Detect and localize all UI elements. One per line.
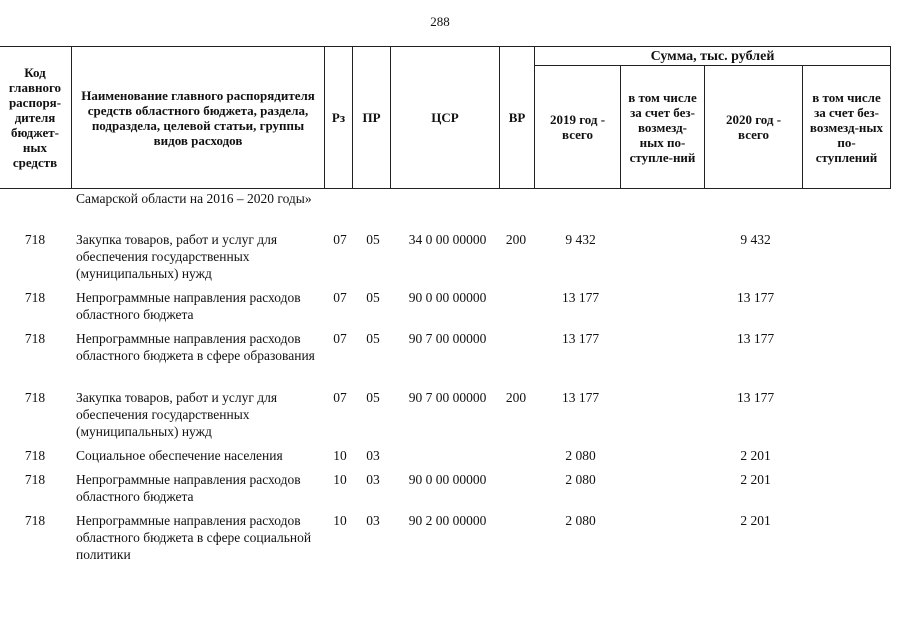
row-csr: 90 7 00 00000: [408, 331, 487, 346]
header-2020-gratuitous: в том числе за счет без-возмезд-ных по-ступлений: [802, 66, 890, 188]
row-sum-2019: 2 080: [565, 472, 596, 487]
page-number: 288: [430, 14, 450, 29]
header-2019-gratuitous: в том числе за счет без-возмезд-ных по-ступле-ний: [620, 66, 704, 188]
row-rz: 10: [333, 448, 347, 463]
row-sum-2020: 2 201: [740, 472, 771, 487]
row-name: Социальное обеспечение населения: [76, 448, 283, 463]
header-name: Наименование главного распорядителя средств областного бюджета, раздела, подраздела, целевой статьи, группы видов расходов: [71, 47, 324, 188]
header-code: Код главного распоря-дителя бюджет-ных средств: [8, 65, 62, 170]
header-csr: ЦСР: [390, 47, 499, 188]
row-sum-2019: 9 432: [565, 232, 596, 247]
header-sum: Сумма, тыс. рублей: [534, 47, 890, 65]
header-vr: ВР: [499, 47, 534, 188]
row-pr: 05: [366, 390, 380, 405]
row-rz: 10: [333, 513, 347, 528]
row-name: Закупка товаров, работ и услуг для обеспечения государственных (муниципальных) нужд: [76, 232, 278, 281]
row-code: 718: [24, 290, 46, 305]
row-sum-2019: 2 080: [565, 513, 596, 528]
row-name: Непрограммные направления расходов областного бюджета: [76, 290, 301, 322]
header-2020-total: 2020 год - всего: [704, 66, 802, 188]
row-sum-2019: 13 177: [561, 331, 600, 346]
row-name: Непрограммные направления расходов областного бюджета в сфере социальной политики: [76, 513, 312, 562]
row-sum-2020: 2 201: [740, 448, 771, 463]
row-rz: 10: [333, 472, 347, 487]
row-csr: 90 0 00 00000: [408, 472, 487, 487]
row-vr: 200: [505, 232, 527, 247]
header-rz: Рз: [324, 47, 352, 188]
row-csr: 90 2 00 00000: [408, 513, 487, 528]
row-sum-2019: 2 080: [565, 448, 596, 463]
row-rz: 07: [333, 232, 347, 247]
row-name: Непрограммные направления расходов областного бюджета: [76, 472, 301, 504]
row-pr: 05: [366, 331, 380, 346]
row-sum-2020: 13 177: [736, 331, 775, 346]
row-pr: 05: [366, 290, 380, 305]
row-csr: 90 0 00 00000: [408, 290, 487, 305]
row-csr: 90 7 00 00000: [408, 390, 487, 405]
row-code: 718: [24, 472, 46, 487]
row-sum-2020: 9 432: [740, 232, 771, 247]
row-sum-2020: 2 201: [740, 513, 771, 528]
row-vr: 200: [505, 390, 527, 405]
row-name: Непрограммные направления расходов областного бюджета в сфере образования: [76, 331, 315, 363]
row-sum-2019: 13 177: [561, 290, 600, 305]
row-code: 718: [24, 448, 46, 463]
continuation-text: Самарской области на 2016 – 2020 годы»: [76, 191, 312, 206]
row-code: 718: [24, 390, 46, 405]
row-pr: 03: [366, 513, 380, 528]
row-sum-2019: 13 177: [561, 390, 600, 405]
row-sum-2020: 13 177: [736, 290, 775, 305]
row-pr: 05: [366, 232, 380, 247]
row-rz: 07: [333, 331, 347, 346]
row-code: 718: [24, 232, 46, 247]
row-sum-2020: 13 177: [736, 390, 775, 405]
header-pr: ПР: [352, 47, 390, 188]
row-rz: 07: [333, 390, 347, 405]
row-code: 718: [24, 513, 46, 528]
table-header: [0, 46, 891, 189]
header-2019-total: 2019 год - всего: [534, 66, 620, 188]
row-rz: 07: [333, 290, 347, 305]
row-csr: 34 0 00 00000: [408, 232, 487, 247]
row-pr: 03: [366, 448, 380, 463]
row-pr: 03: [366, 472, 380, 487]
row-code: 718: [24, 331, 46, 346]
row-name: Закупка товаров, работ и услуг для обеспечения государственных (муниципальных) нужд: [76, 390, 278, 439]
